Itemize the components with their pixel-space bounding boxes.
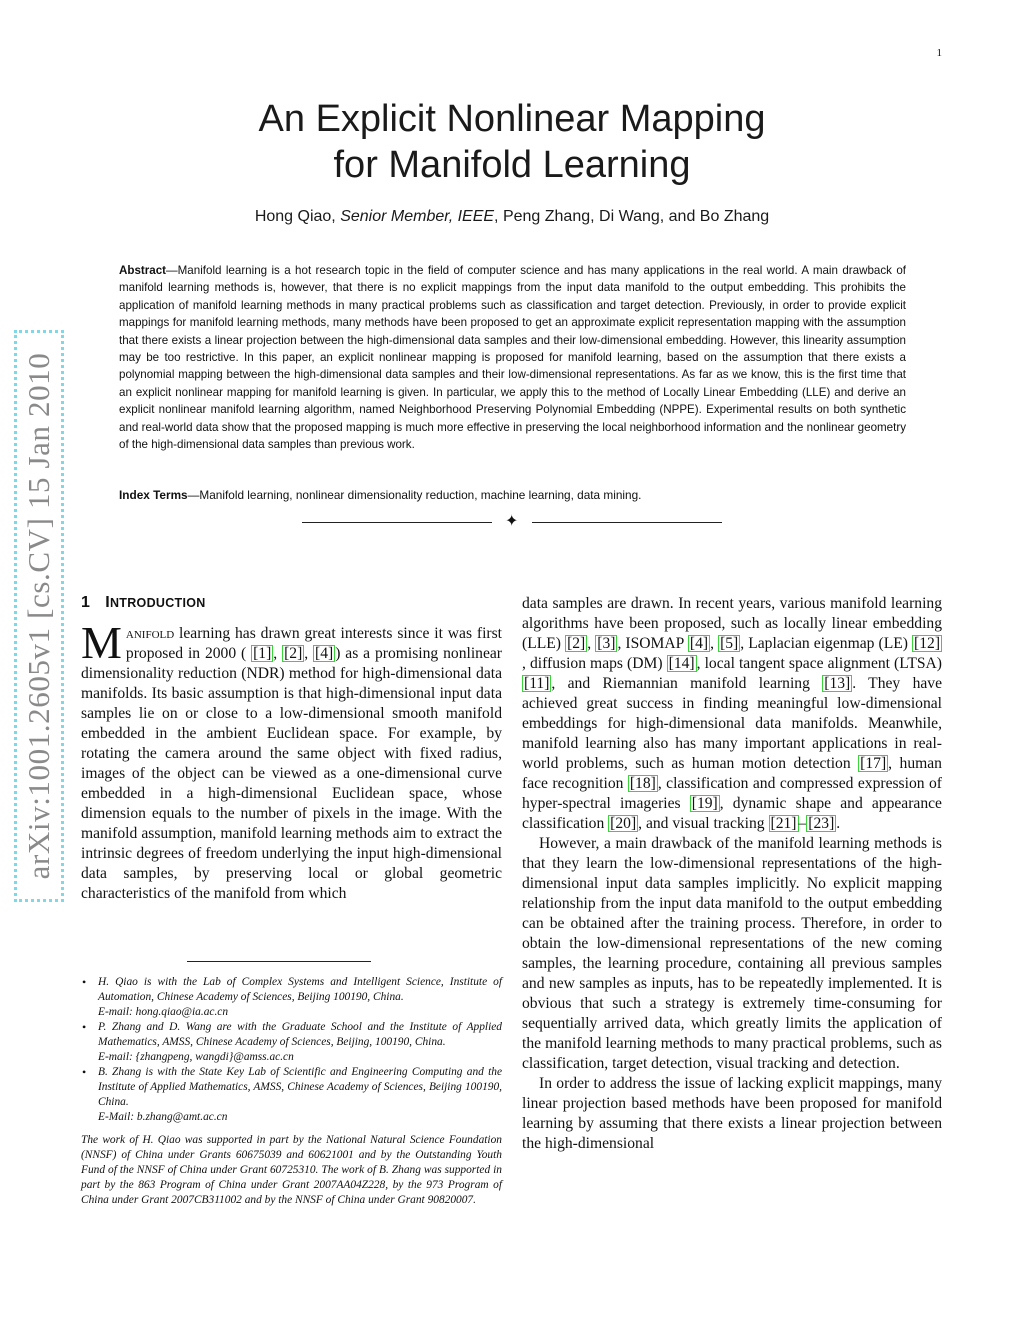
authors-text-rest: , Peng Zhang, Di Wang, and Bo Zhang: [494, 208, 770, 225]
authors-text: Hong Qiao,: [254, 208, 341, 225]
footnote-text: P. Zhang and D. Wang are with the Graduate School and the Institute of Applied Mathematics, AMSS, Chinese Academy of Sciences, Beijing, 100190, China.: [98, 1021, 502, 1048]
left-column: [81, 617, 502, 904]
citation-link[interactable]: [2]: [567, 635, 586, 652]
footnote-affiliation: [81, 1065, 502, 1125]
page-number: 1: [936, 47, 942, 59]
section-separator: [302, 512, 722, 534]
intro-text: .: [836, 815, 841, 832]
abstract: [119, 262, 906, 453]
citation-link[interactable]: [20]: [610, 815, 637, 832]
intro-text: , and Riemannian manifold learning: [551, 675, 823, 692]
author-role: Senior Member, IEEE: [340, 208, 495, 225]
arxiv-stamp[interactable]: [14, 330, 64, 902]
citation-link[interactable]: [12]: [914, 635, 941, 652]
intro-text: , dynamic shape and appearance classification: [522, 795, 942, 832]
citation-link[interactable]: [1]: [253, 645, 272, 662]
footnote-text: H. Qiao is with the Lab of Complex Systems and Intelligent Science, Institute of Automation, Chinese Academy of Sciences, Beijing 100190, China.: [98, 976, 502, 1003]
intro-text: ,: [304, 645, 314, 662]
drop-cap: M: [81, 617, 122, 668]
intro-text: , local tangent space alignment (LTSA): [696, 655, 942, 672]
citation-link[interactable]: [19]: [691, 795, 718, 812]
intro-text: , diffusion maps (DM): [522, 655, 667, 672]
section-number: 1: [81, 594, 91, 611]
intro-paragraph-1: [81, 617, 502, 904]
footnote-email: E-mail: {zhangpeng, wangdi}@amss.ac.cn: [98, 1051, 294, 1063]
author-list: [0, 208, 1024, 226]
intro-text: . They have achieved great success in finding meaningful low-dimensional embeddings for high-dimensional data manifolds. Meanwhile, manifold learning also has many important applications in real-world problems, such as human motion detection: [522, 675, 942, 772]
separator-line-left: [302, 522, 492, 523]
intro-text: ,: [273, 645, 283, 662]
intro-text: data samples are drawn. In recent years, various manifold learning algorithms have been proposed, such as locally linear embedding (LLE): [522, 595, 942, 652]
intro-text: ,: [710, 635, 719, 652]
funding-note: The work of H. Qiao was supported in part by the National Natural Science Foundation (NNSF) of China under Grants 60675039 and 60621001 and by the Outstanding Youth Fund of the NNSF of China under Grant 60725310. The work of B. Zhang was supported in part by the 863 Program of China under Grant 2007AA04Z228, by the 973 Program of China under Grant 2007CB311002 and by the NNSF of China under Grant 90820007.: [81, 1134, 502, 1206]
intro-paragraph-2: However, a main drawback of the manifold learning methods is that they learn the low-dimensional representations of the high-dimensional input data samples implicitly. No explicit mapping relationship from the input data manifold to the output embedding can be obtained after the training process. Therefore, in order to obtain the low-dimensional representations of the new coming samples, the learning procedure, containing all previous samples and new samples as inputs, has to be repeatedly implemented. It is obvious that such a strategy is extremely time-consuming for sequentially arrived data, which greatly limits the application of the manifold learning methods to many practical problems, such as classification, target detection, visual tracking and detection.: [522, 835, 942, 1072]
intro-paragraph-3: In order to address the issue of lacking explicit mappings, many linear projection based methods have been proposed for manifold learning by assuming that there exists a linear projection between the high-dimensional: [522, 1075, 942, 1152]
citation-link[interactable]: [3]: [597, 635, 616, 652]
index-terms-label: Index Terms: [119, 488, 188, 502]
right-column: [522, 594, 942, 1154]
title-line-1: An Explicit Nonlinear Mapping: [258, 98, 766, 140]
footnote-email: E-Mail: b.zhang@amt.ac.cn: [98, 1111, 228, 1123]
citation-link[interactable]: [13]: [824, 675, 851, 692]
citation-link[interactable]: [21]: [770, 815, 797, 832]
intro-paragraph-1-continued: [522, 594, 942, 834]
footnote-email: E-mail: hong.qiao@ia.ac.cn: [98, 1006, 229, 1018]
intro-text: , ISOMAP: [617, 635, 688, 652]
separator-line-right: [532, 522, 722, 523]
footnote-affiliation: [81, 1020, 502, 1065]
footnote-rule: [187, 961, 371, 962]
citation-link[interactable]: [4]: [689, 635, 709, 652]
intro-text: , classification and compressed expression of hyper-spectral imageries: [522, 775, 942, 812]
abstract-label: Abstract: [119, 264, 167, 277]
index-terms-text: —Manifold learning, nonlinear dimensionality reduction, machine learning, data mining.: [187, 488, 642, 502]
footnote-text: B. Zhang is with the State Key Lab of Scientific and Engineering Computing and the Institute of Applied Mathematics, AMSS, Chinese Academy of Sciences, Beijing 100190, China.: [98, 1066, 502, 1108]
footnotes: [81, 975, 502, 1208]
paper-title: [0, 96, 1024, 188]
title-line-2: for Manifold Learning: [333, 144, 691, 186]
intro-text: ) as a promising nonlinear dimensionality reduction (NDR) method for high-dimensional data manifolds. Its basic assumption is that high-dimensional input data samples lie on or close to a low-dimensional smooth manifold embedded in the ambient Euclidean space. For example, by rotating the camera around the same object with fixed radius, images of the object can be viewed as a one-dimensional curve embedded in a high-dimensional Euclidean space, whose dimension equals to the number of pixels in the image. With the manifold assumption, manifold learning methods aim to extract the intrinsic degrees of freedom underlying the input high-dimensional data samples, by preserving local or global geometric characteristics of the manifold from which: [81, 645, 502, 902]
abstract-text: —Manifold learning is a hot research topic in the field of computer science and has many applications in the real world. A main drawback of manifold learning methods is, however, that there is no explicit mappings from the input data manifold to the output embedding. This prohibits the application of manifold learning methods in many practical problems such as classification and target detection. Previously, in order to provide explicit mappings for manifold learning methods, many methods have been proposed to get an approximate explicit representation mapping with the assumption that there exists a linear projection between the high-dimensional data samples and their low-dimensional embedding. However, this linearity assumption may be too restrictive. In this paper, an explicit nonlinear mapping is proposed for manifold learning, based on the assumption that there exists a polynomial mapping between the high-dimensional data samples and their low-dimensional representations. As far as we know, this is the first time that an explicit nonlinear mapping for manifold learning is given. In particular, we apply this to the method of Locally Linear Embedding (LLE) and derive an explicit nonlinear manifold learning algorithm, named Neighborhood Preserving Polynomial Embedding (NPPE). Experimental results on both synthetic and real-world data show that the proposed mapping is much more effective in preserving the local neighborhood information and the nonlinear geometry of the high-dimensional data samples than previous work.: [119, 264, 906, 452]
intro-text: ,: [587, 635, 596, 652]
arxiv-identifier: arXiv:1001.2605v1 [cs.CV] 15 Jan 2010: [21, 352, 56, 880]
citation-link[interactable]: [23]: [808, 815, 835, 832]
intro-text: , Laplacian eigenmap (LE): [740, 635, 913, 652]
citation-link[interactable]: [18]: [629, 775, 656, 792]
separator-diamond-icon: ✦: [505, 513, 519, 530]
citation-link[interactable]: [2]: [284, 645, 303, 662]
section-heading: [81, 594, 206, 612]
section-title-initial: I: [105, 594, 110, 611]
citation-link[interactable]: [11]: [524, 675, 550, 692]
intro-text: learning has drawn great interests since it was first proposed in 2000 (: [125, 625, 502, 662]
intro-text: , human face recognition: [522, 755, 942, 792]
section-title-rest: NTRODUCTION: [109, 596, 206, 610]
footnote-affiliation: [81, 975, 502, 1020]
index-terms: [119, 487, 906, 504]
citation-link[interactable]: [14]: [668, 655, 695, 672]
citation-link[interactable]: [5]: [720, 635, 739, 652]
intro-text: –: [798, 815, 807, 832]
lead-word: anifold: [125, 625, 175, 642]
citation-link[interactable]: [17]: [860, 755, 887, 772]
intro-text: , and visual tracking: [638, 815, 769, 832]
citation-link[interactable]: [4]: [315, 645, 334, 662]
